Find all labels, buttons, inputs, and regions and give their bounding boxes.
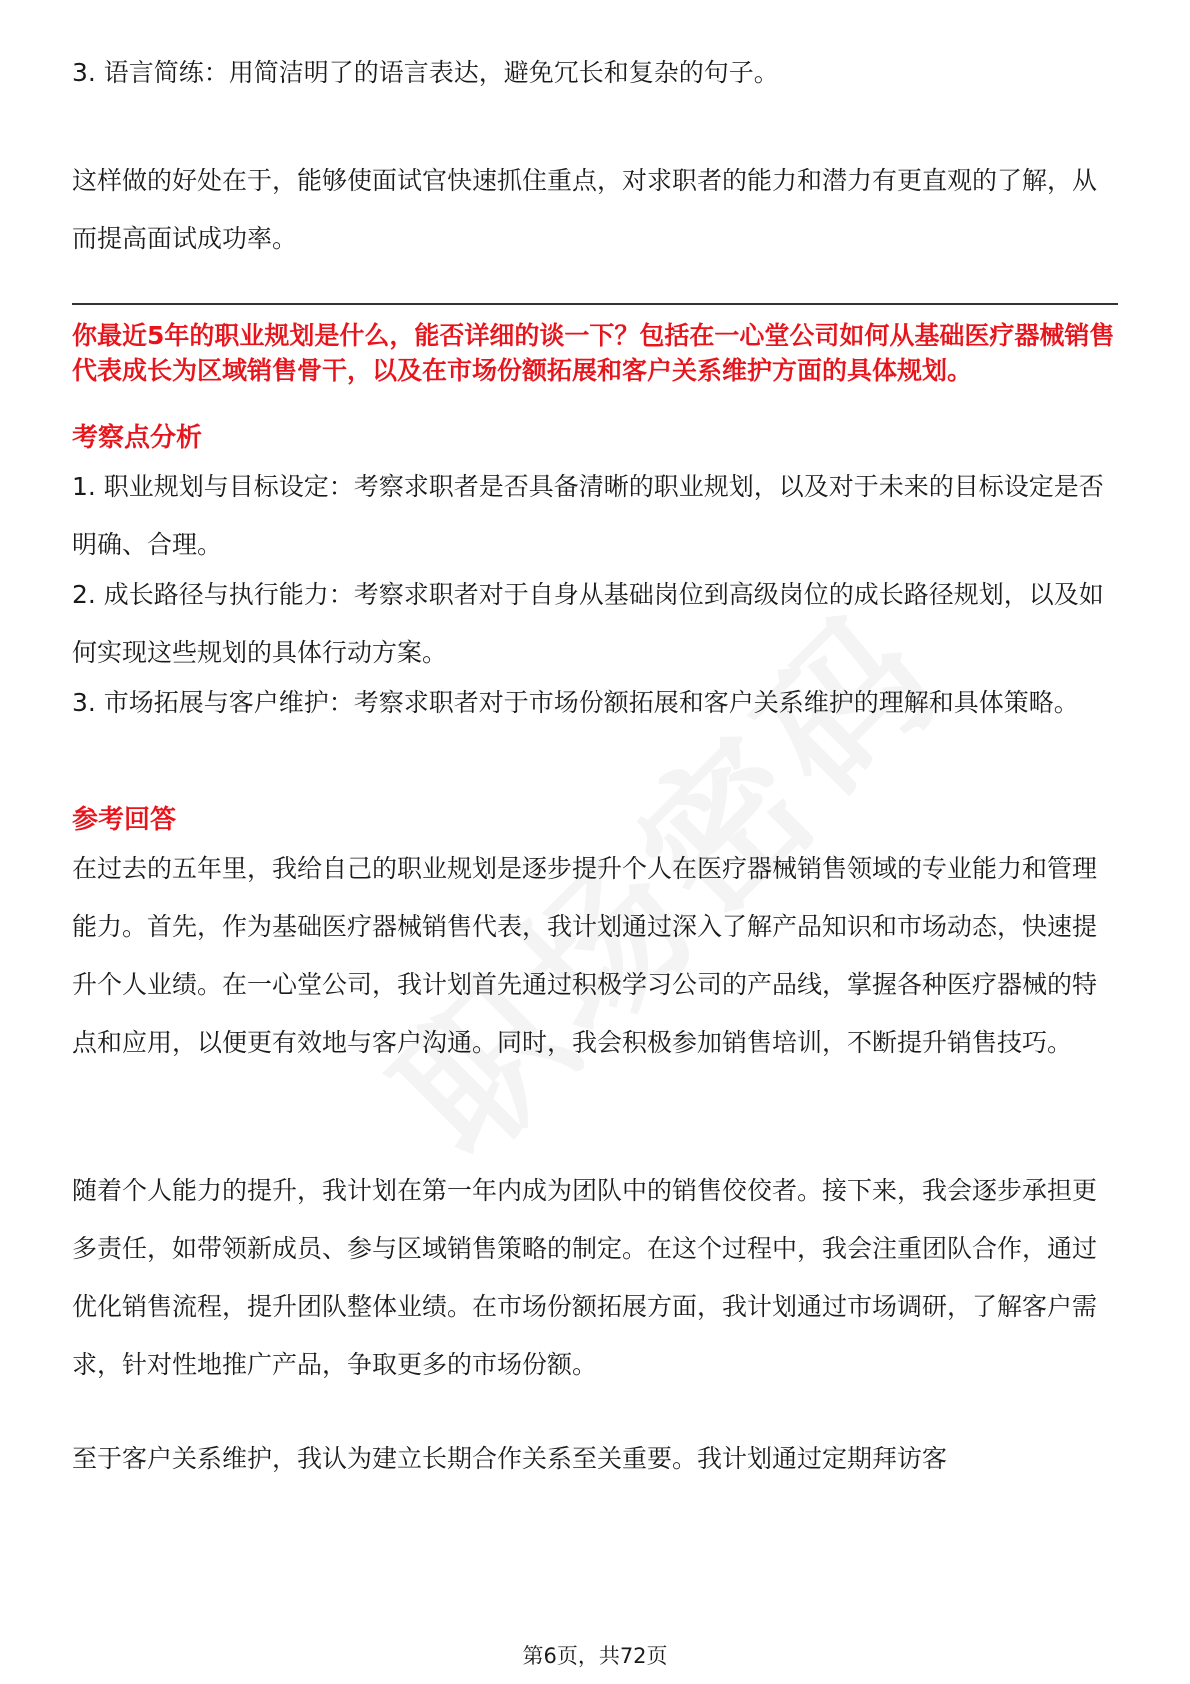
analysis-item-1: 1. 职业规划与目标设定：考察求职者是否具备清晰的职业规划，以及对于未来的目标设定是否明确、合理。 xyxy=(72,472,1104,559)
paragraph-benefit: 这样做的好处在于，能够使面试官快速抓住重点，对求职者的能力和潜力有更直观的了解，从而提高面试成功率。 xyxy=(72,166,1098,253)
interview-question: 你最近5年的职业规划是什么，能否详细的谈一下？包括在一心堂公司如何从基础医疗器械销售代表成长为区域销售骨干，以及在市场份额拓展和客户关系维护方面的具体规划。 xyxy=(72,321,1115,385)
paragraph-language-concise: 3. 语言简练：用简洁明了的语言表达，避免冗长和复杂的句子。 xyxy=(72,58,779,87)
divider-line xyxy=(72,303,1118,305)
answer-paragraph-2: 随着个人能力的提升，我计划在第一年内成为团队中的销售佼佼者。接下来，我会逐步承担更多责任，如带领新成员、参与区域销售策略的制定。在这个过程中，我会注重团队合作，通过优化销售流程，提升团队整体业绩。在市场份额拓展方面，我计划通过市场调研，了解客户需求，针对性地推广产品，争取更多的市场份额。 xyxy=(72,1176,1098,1379)
page-number: 第6页，共72页 xyxy=(522,1644,668,1668)
answer-heading: 参考回答 xyxy=(72,805,177,835)
analysis-item-3: 3. 市场拓展与客户维护：考察求职者对于市场份额拓展和客户关系维护的理解和具体策略。 xyxy=(72,688,1079,717)
answer-paragraph-3: 至于客户关系维护，我认为建立长期合作关系至关重要。我计划通过定期拜访客 xyxy=(72,1444,948,1473)
document-page xyxy=(72,0,1118,1684)
answer-paragraph-1: 在过去的五年里，我给自己的职业规划是逐步提升个人在医疗器械销售领域的专业能力和管理能力。首先，作为基础医疗器械销售代表，我计划通过深入了解产品知识和市场动态，快速提升个人业绩。在一心堂公司，我计划首先通过积极学习公司的产品线，掌握各种医疗器械的特点和应用，以便更有效地与客户沟通。同时，我会积极参加销售培训，不断提升销售技巧。 xyxy=(72,854,1098,1057)
analysis-item-2: 2. 成长路径与执行能力：考察求职者对于自身从基础岗位到高级岗位的成长路径规划，以及如何实现这些规划的具体行动方案。 xyxy=(72,580,1104,667)
analysis-heading: 考察点分析 xyxy=(72,423,203,453)
